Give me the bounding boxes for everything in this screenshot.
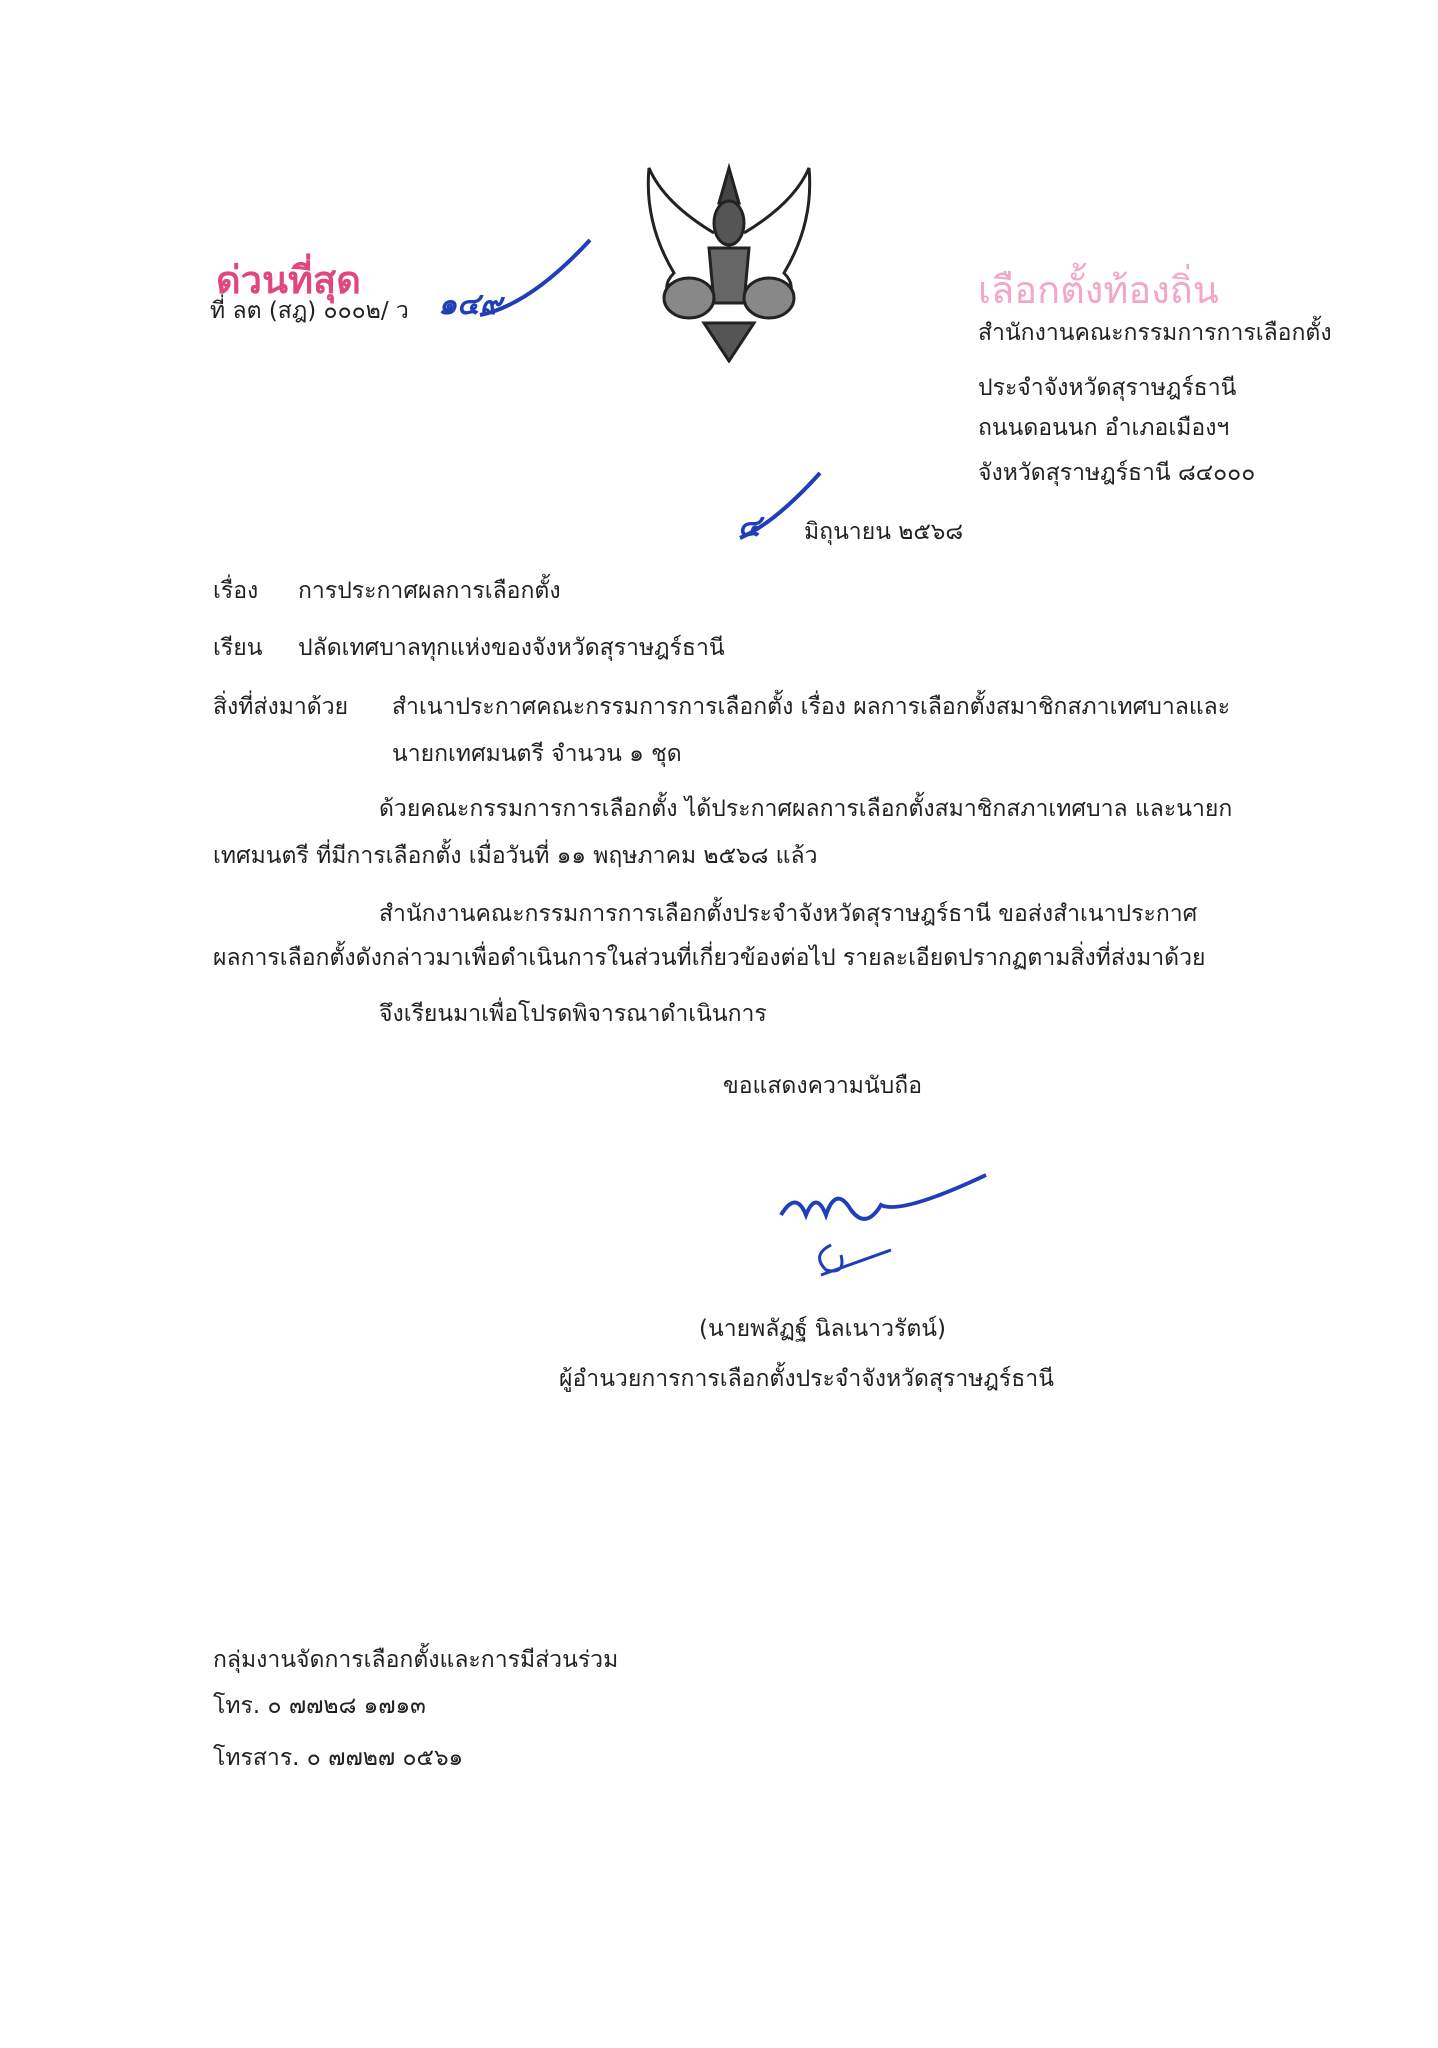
body-paragraph-line: ด้วยคณะกรรมการการเลือกตั้ง ได้ประกาศผลการเลือกตั้งสมาชิกสภาเทศบาล และนายก [379,796,1233,822]
enclosure-label: สิ่งที่ส่งมาด้วย [213,694,349,720]
body-paragraph-line: จึงเรียนมาเพื่อโปรดพิจารณาดำเนินการ [379,1001,767,1027]
signature-icon [771,1170,991,1290]
address-line: จังหวัดสุราษฎร์ธานี ๘๔๐๐๐ [978,460,1256,486]
signer-name: (นายพลัฏฐ์ นิลเนาวรัตน์) [699,1316,947,1342]
handwritten-reference: ๑๔๙ [438,287,502,322]
body-paragraph-line: ผลการเลือกตั้งดังกล่าวมาเพื่อดำเนินการในส่วนที่เกี่ยวข้องต่อไป รายละเอียดปรากฏตามสิ่งที่ส่งมาด้วย [213,945,1206,971]
handwritten-day: ๔ [738,509,761,544]
letter-date: มิถุนายน ๒๕๖๘ [804,519,964,545]
address-line: ประจำจังหวัดสุราษฎร์ธานี [978,375,1237,401]
address-line: สำนักงานคณะกรรมการการเลือกตั้ง [978,320,1332,346]
subject-label: เรื่อง [213,578,259,604]
closing: ขอแสดงความนับถือ [723,1073,923,1099]
body-paragraph-line: เทศมนตรี ที่มีการเลือกตั้ง เมื่อวันที่ ๑๑ พฤษภาคม ๒๕๖๘ แล้ว [213,843,818,869]
pen-stroke-icon [470,235,600,325]
footer-department: กลุ่มงานจัดการเลือกตั้งและการมีส่วนร่วม [213,1647,619,1673]
footer-phone: โทร. ๐ ๗๗๒๘ ๑๗๑๓ [213,1693,426,1719]
recipient-label: เรียน [213,635,263,661]
recipient-value: ปลัดเทศบาลทุกแห่งของจังหวัดสุราษฎร์ธานี [298,635,725,661]
local-election-stamp: เลือกตั้งท้องถิ่น [978,268,1219,312]
subject-value: การประกาศผลการเลือกตั้ง [298,578,561,604]
garuda-emblem-icon [634,163,824,363]
enclosure-line: สำเนาประกาศคณะกรรมการการเลือกตั้ง เรื่อง ผลการเลือกตั้งสมาชิกสภาเทศบาลและ [392,694,1231,720]
reference-number: ที่ ลต (สฎ) ๐๐๐๒/ ว [210,298,409,324]
body-paragraph-line: สำนักงานคณะกรรมการการเลือกตั้งประจำจังหวัดสุราษฎร์ธานี ขอส่งสำเนาประกาศ [379,901,1198,927]
enclosure-line: นายกเทศมนตรี จำนวน ๑ ชุด [392,741,682,767]
signer-title: ผู้อำนวยการการเลือกตั้งประจำจังหวัดสุราษฎร์ธานี [559,1366,1054,1392]
footer-fax: โทรสาร. ๐ ๗๗๒๗ ๐๕๖๑ [213,1745,464,1771]
address-line: ถนนดอนนก อำเภอเมืองฯ [978,415,1230,441]
urgency-label: ด่วนที่สุด [216,258,361,302]
